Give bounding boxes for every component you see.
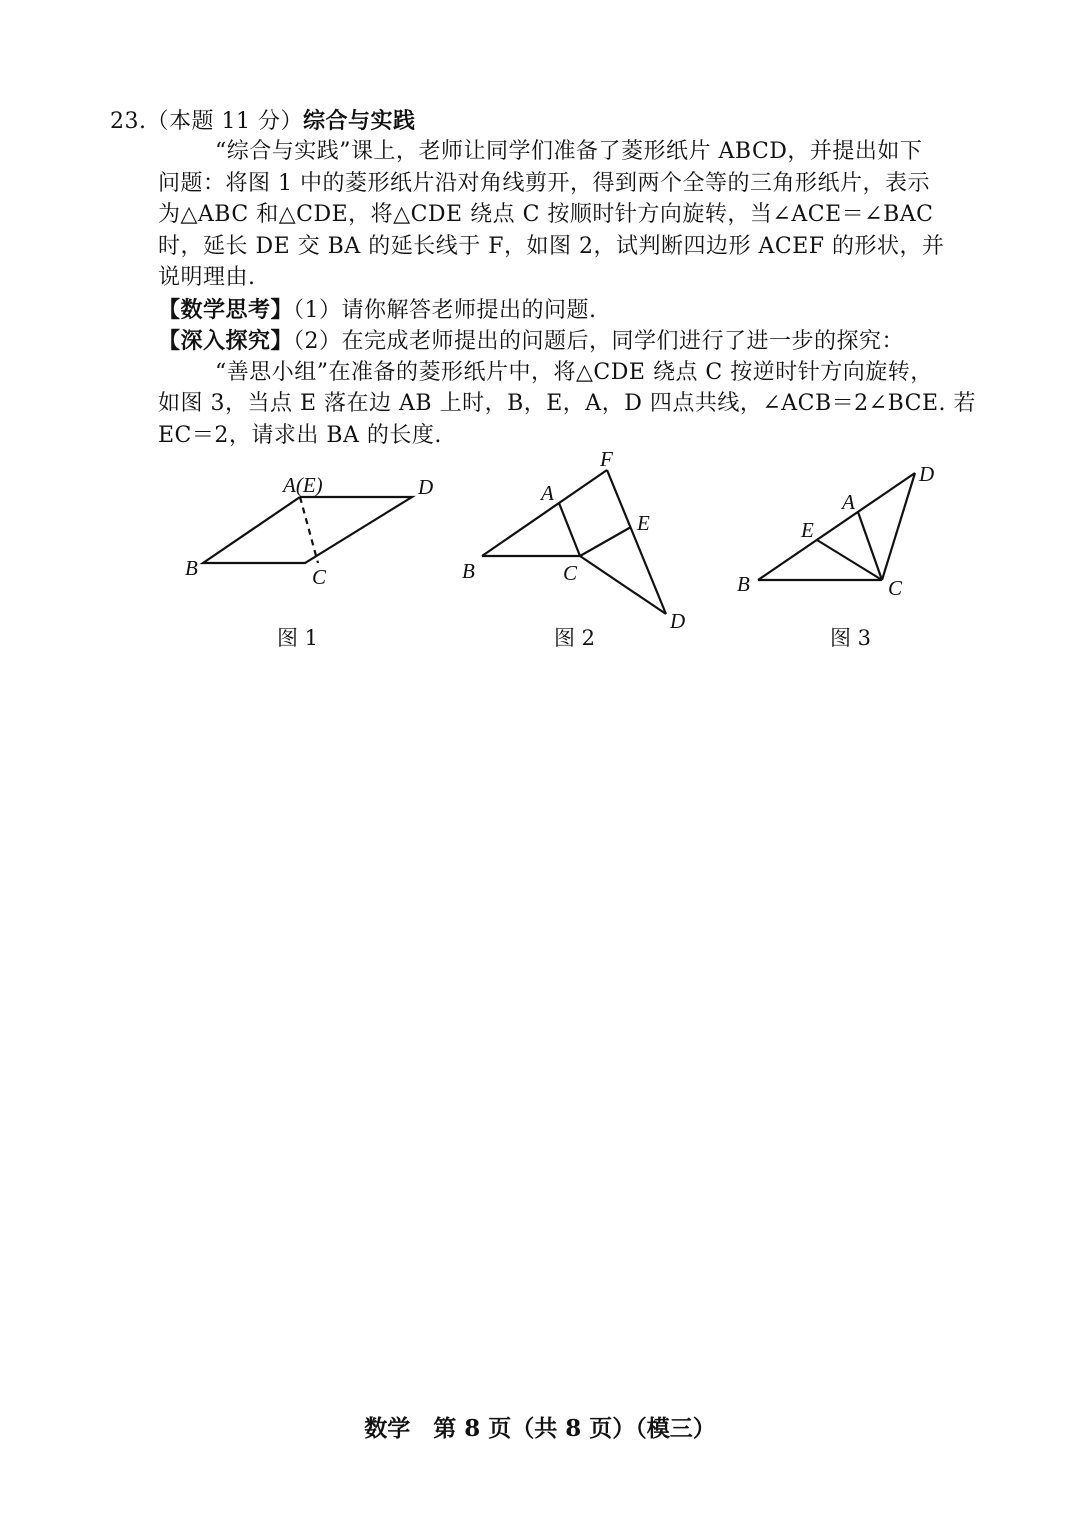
fig2-label-f: F <box>600 447 613 471</box>
fig3-label-e: E <box>801 518 814 542</box>
question-title: 综合与实践 <box>302 108 416 134</box>
problem-line-4: 时，延长 DE 交 BA 的延长线于 F，如图 2，试判断四边形 ACEF 的形状，并 <box>158 234 945 259</box>
figure-2-caption: 图 2 <box>554 626 596 650</box>
page-footer: 数学 第 8 页（共 8 页）（模三） <box>364 1415 716 1442</box>
part1-tag: 【数学思考】 <box>158 297 294 323</box>
figure-3-caption: 图 3 <box>830 626 872 650</box>
line-dc <box>882 473 915 580</box>
line-ec <box>817 540 882 580</box>
fig1-label-c: C <box>312 565 327 589</box>
fig3-label-b: B <box>737 572 750 596</box>
part2-text: （2）在完成老师提出的问题后，同学们进行了进一步的探究： <box>293 329 905 354</box>
part1-text: （1）请你解答老师提出的问题. <box>293 298 597 323</box>
part2-tag: 【深入探究】 <box>158 328 294 354</box>
figure-3-drawing <box>0 0 1080 700</box>
fig2-label-c: C <box>563 561 578 585</box>
fig1-label-b: B <box>185 556 198 580</box>
problem-line-5: 说明理由. <box>158 265 256 290</box>
figure-1-caption: 图 1 <box>277 626 319 650</box>
fig1-label-d: D <box>418 475 434 499</box>
explore-line-1: “善思小组”在准备的菱形纸片中，将△CDE 绕点 C 按逆时针方向旋转， <box>215 360 933 385</box>
fig3-label-d: D <box>919 462 935 486</box>
fig1-label-a: A(E) <box>283 473 323 497</box>
problem-line-2: 问题：将图 1 中的菱形纸片沿对角线剪开，得到两个全等的三角形纸片，表示 <box>158 171 930 196</box>
explore-line-3: EC＝2，请求出 BA 的长度. <box>158 423 442 448</box>
problem-line-3: 为△ABC 和△CDE，将△CDE 绕点 C 按顺时针方向旋转，当∠ACE＝∠BAC <box>158 202 934 227</box>
line-bd <box>758 473 915 580</box>
fig3-label-a: A <box>842 490 855 514</box>
fig2-label-d: D <box>670 609 686 633</box>
fig2-label-b: B <box>462 559 475 583</box>
problem-line-1: “综合与实践”课上，老师让同学们准备了菱形纸片 ABCD，并提出如下 <box>215 139 923 164</box>
question-number: 23.（本题 11 分） <box>110 109 303 134</box>
fig3-label-c: C <box>888 576 903 600</box>
line-ac <box>858 512 882 580</box>
fig2-label-a: A <box>541 481 554 505</box>
fig2-label-e: E <box>637 511 650 535</box>
explore-line-2: 如图 3，当点 E 落在边 AB 上时，B，E，A，D 四点共线，∠ACB＝2∠BCE. 若 <box>158 391 977 416</box>
